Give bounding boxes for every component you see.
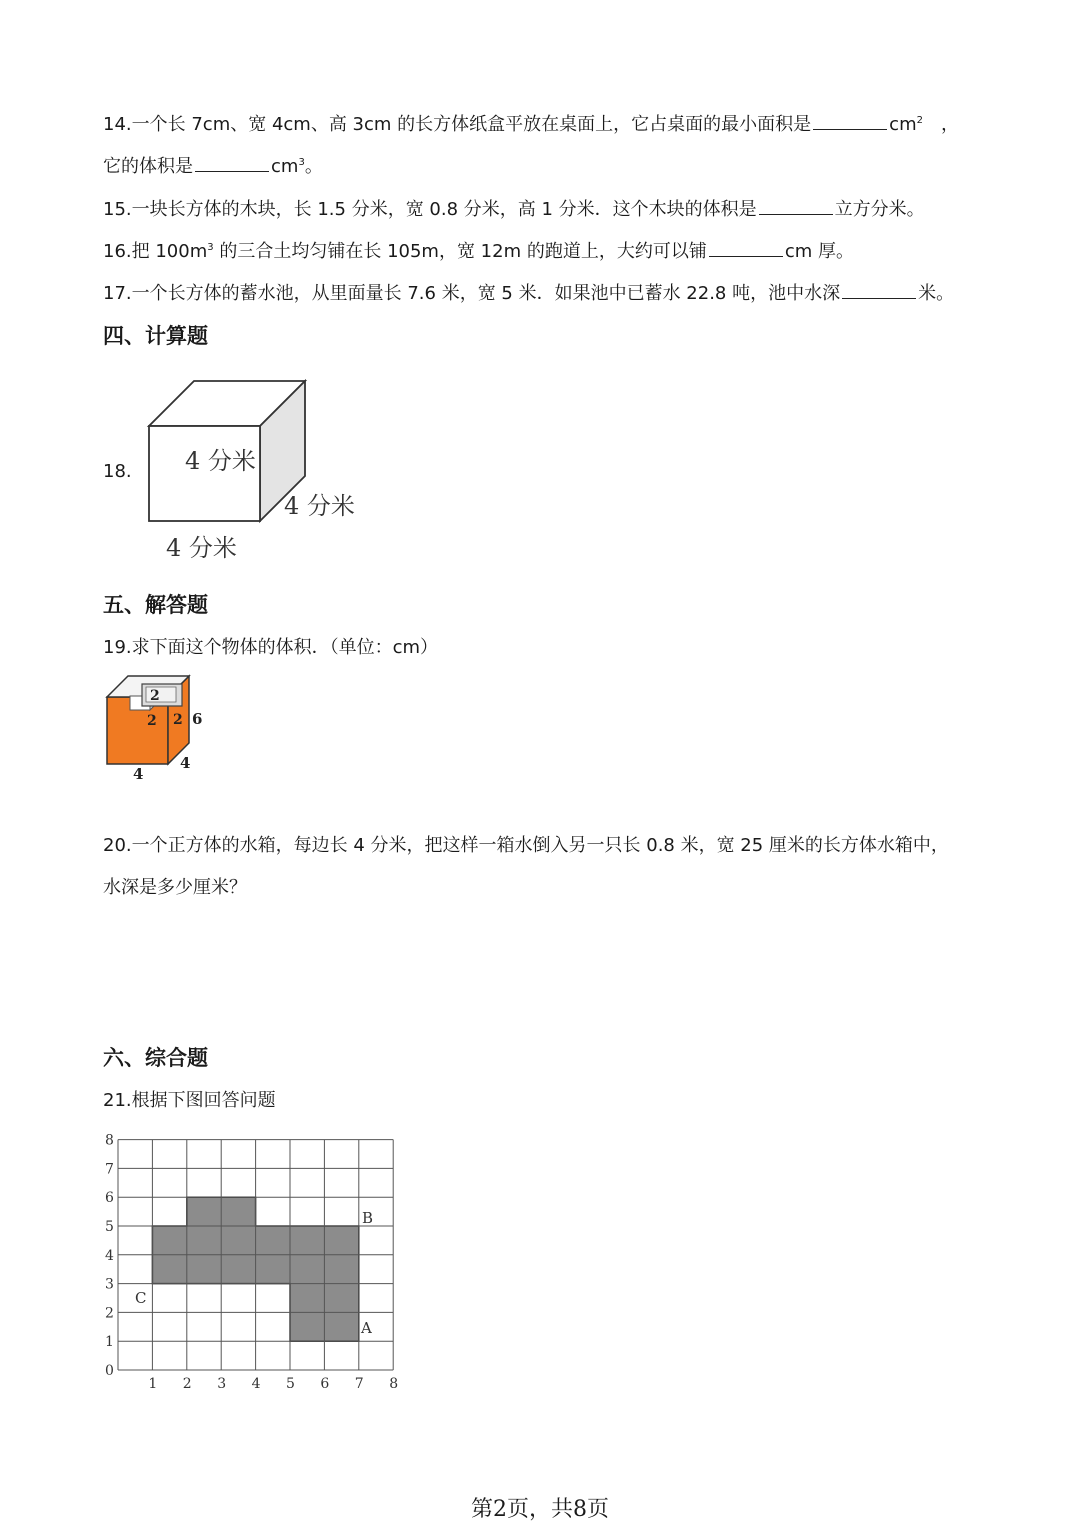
x-tick-label: 4 [251,1376,261,1392]
punct: 。 [304,156,323,177]
x-tick-label: 7 [354,1376,364,1392]
cube-front-label: 4 分米 [185,447,256,475]
label-depth: 4 [180,754,191,772]
question-16 [103,240,854,264]
answer-blank[interactable] [759,200,833,215]
label-height: 6 [192,710,203,728]
question-17 [103,282,954,306]
x-tick-label: 8 [389,1376,399,1392]
x-tick-label: 1 [148,1376,158,1392]
y-tick-label: 2 [105,1305,114,1322]
question-21: 21.根据下图回答问题 [103,1090,276,1111]
label-top-small: 2 [150,688,160,704]
q17-text-a: 17.一个长方体的蓄水池，从里面量长 7.6 米，宽 5 米．如果池中已蓄水 22.8 吨，池中水深 [103,283,841,304]
unit-text: cm [889,114,917,135]
q16-text-b: 的三合土均匀铺在长 105m，宽 12m 的跑道上，大约可以铺 [213,241,707,262]
question-14-line1 [103,113,959,137]
x-tick-label: 3 [217,1376,227,1392]
point-b-label: B [362,1209,374,1227]
section-heading-4: 四、计算题 [103,323,208,348]
x-axis-ticks [148,1376,398,1392]
x-tick-label: 2 [182,1376,192,1392]
x-tick-label: 5 [286,1376,295,1392]
y-tick-label: 0 [105,1363,114,1379]
section-heading-6: 六、综合题 [103,1045,208,1070]
point-c-label: C [135,1289,147,1307]
question-20-line2: 水深是多少厘米？ [103,877,247,898]
y-tick-label: 1 [105,1334,114,1351]
unit-text: cm [271,156,299,177]
y-tick-label: 4 [105,1247,114,1264]
block-figure [100,668,220,786]
q15-text-a: 15.一块长方体的木块，长 1.5 分米，宽 0.8 分米，高 1 分米．这个木块的体积是 [103,199,757,220]
answer-blank[interactable] [195,157,269,172]
question-15 [103,198,925,222]
cube-figure [140,375,370,570]
label-small-front: 2 [147,713,157,729]
y-tick-label: 3 [105,1276,114,1293]
y-tick-label: 6 [105,1190,114,1207]
y-tick-label: 7 [105,1161,114,1178]
point-a-label: A [361,1319,372,1337]
cube-side-label: 4 分米 [284,492,355,520]
y-axis-ticks [105,1133,114,1379]
answer-blank[interactable] [842,284,916,299]
q16-text-c: cm 厚。 [784,241,854,262]
cube-bottom-label: 4 分米 [166,534,237,562]
superscript: 3 [207,242,214,253]
superscript: 3 [298,157,305,168]
y-tick-label: 8 [105,1132,114,1149]
answer-blank[interactable] [709,242,783,257]
question-18-number: 18. [103,461,132,482]
coordinate-grid [95,1130,405,1400]
label-bottom: 4 [133,765,144,783]
label-small-side: 2 [173,712,183,728]
question-19: 19.求下面这个物体的体积．（单位：cm） [103,637,439,658]
q15-text-b: 立方分米。 [834,199,925,220]
superscript: 2 [916,115,923,126]
y-tick-label: 5 [105,1219,114,1235]
q16-text-a: 16.把 100m [103,241,208,262]
question-20-line1: 20.一个正方体的水箱，每边长 4 分米，把这样一箱水倒入另一只长 0.8 米，宽 25 厘米的长方体水箱中， [103,835,949,856]
q17-text-b: 米。 [918,283,955,304]
x-tick-label: 6 [320,1376,330,1392]
punct: ， [940,114,959,135]
section-heading-5: 五、解答题 [103,592,208,617]
answer-blank[interactable] [813,115,887,130]
page-footer: 第2页，共8页 [471,1497,609,1522]
q14-text-a: 14.一个长 7cm、宽 4cm、高 3cm 的长方体纸盒平放在桌面上，它占桌面的最小面积是 [103,114,812,135]
question-14-line2 [103,155,323,179]
q14-text-b: 它的体积是 [103,156,193,177]
